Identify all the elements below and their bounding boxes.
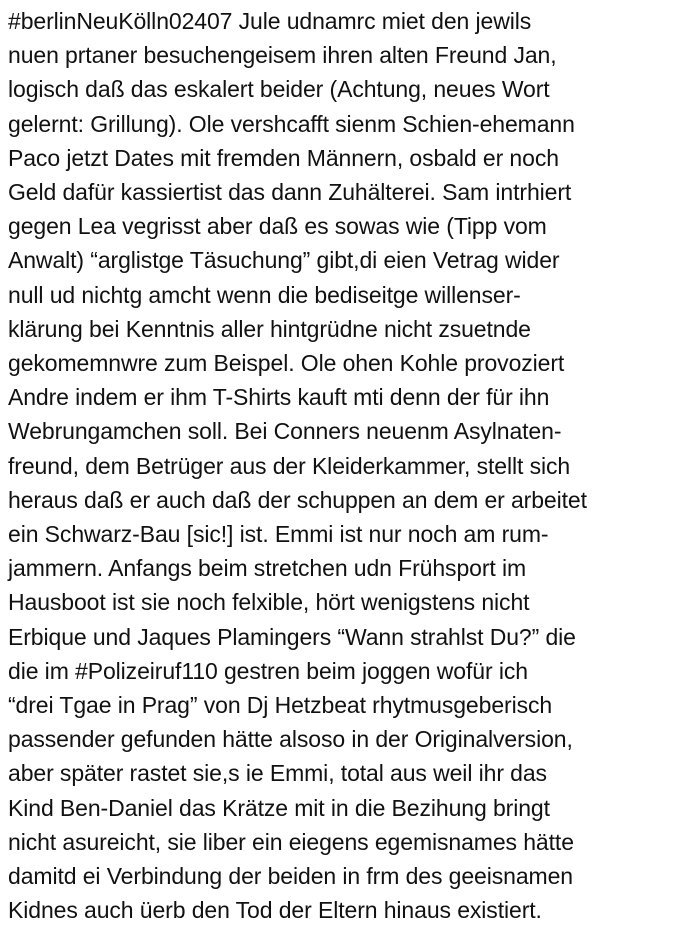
text-line: Paco jetzt Dates mit fremden Männern, osbald er noch — [8, 144, 559, 171]
text-line: gegen Lea vegrisst aber daß es sowas wie (Tipp vom — [8, 213, 547, 240]
text-line: null ud nichtg amcht wenn die bediseitge willenser- — [8, 281, 521, 308]
text-line: klärung bei Kenntnis aller hintgrüdne nicht zsuetnde — [8, 315, 531, 342]
text-line: Anwalt) “arglistge Täsuchung” gibt,di eien Vetrag wider — [8, 247, 560, 274]
text-line: ein Schwarz-Bau [sic!] ist. Emmi ist nur noch am rum- — [8, 521, 549, 548]
text-line: heraus daß er auch daß der schuppen an dem er arbeitet — [8, 486, 587, 513]
text-line: die im #Polizeiruf110 gestren beim joggen wofür ich — [8, 657, 528, 684]
text-line: Geld dafür kassiertist das dann Zuhälterei. Sam intrhiert — [8, 179, 572, 206]
text-line: Hausboot ist sie noch felxible, hört wenigstens nicht — [8, 589, 530, 616]
text-line: aber später rastet sie,s ie Emmi, total aus weil ihr das — [8, 760, 547, 787]
text-line: Erbique und Jaques Plamingers “Wann strahlst Du?” die — [8, 623, 576, 650]
text-line: “drei Tgae in Prag” von Dj Hetzbeat rhytmusgeberisch — [8, 692, 553, 719]
text-line: Kind Ben-Daniel das Krätze mit in die Bezihung bringt — [8, 794, 550, 821]
text-line: #berlinNeuKölln02407 Jule udnamrc miet den jewils — [8, 8, 532, 34]
text-line: passender gefunden hätte alsoso in der Originalversion, — [8, 726, 573, 753]
text-line: freund, dem Betrüger aus der Kleiderkammer, stellt sich — [8, 452, 571, 479]
text-line: logisch daß das eskalert beider (Achtung, neues Wort — [8, 76, 550, 103]
text-line: nuen prtaner besuchengeisem ihren alten Freund Jan, — [8, 42, 557, 69]
text-line: damitd ei Verbindung der beiden in frm des geeisnamen — [8, 863, 573, 890]
text-line: Andre indem er ihm T-Shirts kauft mti denn der für ihn — [8, 384, 550, 411]
text-line: Webrungamchen soll. Bei Conners neuenm Asylnaten- — [8, 418, 562, 445]
text-line: Kidnes auch üerb den Tod der Eltern hinaus existiert. — [8, 897, 542, 924]
body-text — [8, 4, 684, 927]
text-line: gekomemnwre zum Beispel. Ole ohen Kohle provoziert — [8, 350, 565, 377]
text-line: gelernt: Grillung). Ole vershcafft sienm Schien-ehemann — [8, 110, 575, 137]
text-line: jammern. Anfangs beim stretchen udn Frühsport im — [8, 555, 527, 582]
text-line: nicht asureicht, sie liber ein eiegens egemisnames hätte — [8, 828, 574, 855]
